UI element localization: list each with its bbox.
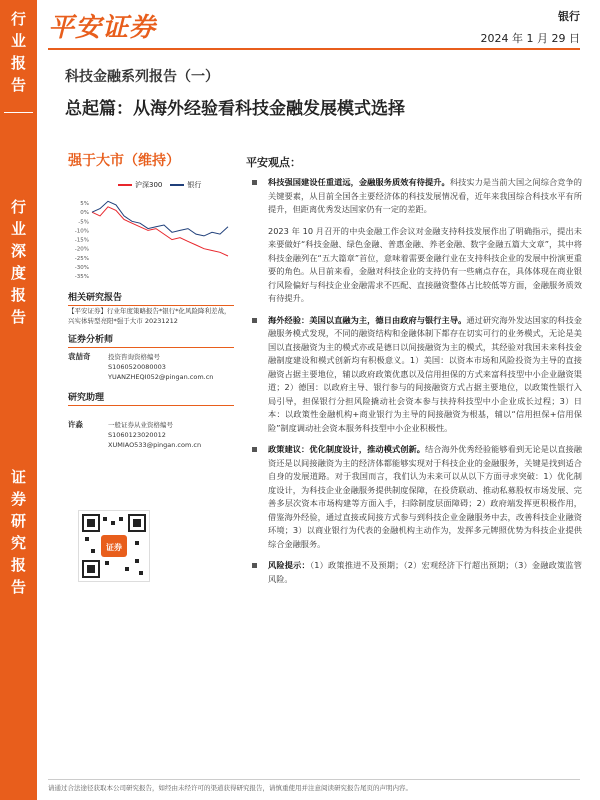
analyst-name: 袁喆奇 <box>68 352 91 361</box>
bullet-risk-warning <box>246 559 582 586</box>
report-date: 2024 年 1 月 29 日 <box>480 32 580 45</box>
sidebar-char: 度 <box>10 264 26 282</box>
assistant-info <box>68 420 234 450</box>
sidebar-char: 深 <box>10 242 26 260</box>
bullet-paragraph: 2023 年 10 月召开的中央金融工作会议对金融支持科技发展作出了明确指示，提出未来要做好“科技金融、绿色金融、普惠金融、养老金融、数字金融五篇大文章”，其中将科技金融列在“五大篇章”首位，意味着需要金融行业在支持科技企业的发展中扮演更重要的角色。从目前来看，金融对科技企业的支持仍有一些痛点存在，具体体现在商业银行风险偏好与科技企业金融需求不匹配、直接融资整体占比较低等方面，金融服务质效有待提升。 <box>268 225 582 303</box>
viewpoint-section <box>246 154 582 594</box>
industry-label: 银行 <box>558 10 580 23</box>
assistant-section-title: 研究助理 <box>68 390 234 406</box>
footer-divider <box>48 779 580 780</box>
y-tick-label: -10% <box>74 228 89 235</box>
report-series: 科技金融系列报告（一） <box>65 69 219 85</box>
analyst-id: S1060520080003 <box>108 363 166 371</box>
series-line-1 <box>92 201 228 236</box>
y-tick-label: -5% <box>78 219 89 226</box>
sidebar-char: 行 <box>10 198 26 216</box>
sidebar-char: 业 <box>10 220 26 238</box>
y-tick-label: -35% <box>74 274 89 280</box>
svg-text:证券: 证券 <box>106 543 122 552</box>
bullet-square-icon <box>252 447 257 452</box>
y-tick-label: 5% <box>80 201 89 208</box>
qr-code-icon[interactable] <box>78 510 150 582</box>
pingan-logo: 平安证券 <box>48 13 157 43</box>
assistant-email[interactable]: XUMIAO533@pingan.com.cn <box>108 441 202 449</box>
sidebar-char: 究 <box>10 534 26 552</box>
bullet-heading: 海外经验：美国以直融为主，德日由政府与银行主导。 <box>268 314 467 325</box>
header-divider <box>48 48 580 50</box>
bullet-tech-finance <box>246 176 582 217</box>
sidebar-label-securities-research-report <box>0 466 37 598</box>
bullet-square-icon <box>252 563 257 568</box>
sidebar-char: 告 <box>10 578 26 596</box>
sidebar-char: 券 <box>10 490 26 508</box>
related-report-link[interactable]: 【平安证券】行业年度策略报告*银行*化风险降利差战，兴实体转型亮阳*强于大市 20231212 <box>68 307 231 325</box>
sidebar-char: 报 <box>10 556 26 574</box>
chart-svg <box>68 176 234 280</box>
sidebar-label-industry-depth-report <box>0 196 37 328</box>
bullet-text: （1）政策推进不及预期；（2）宏观经济下行超出预期；（3）金融政策监管风险。 <box>268 560 582 584</box>
analyst-info <box>68 352 234 382</box>
legend-item-bank: 银行 <box>170 180 201 190</box>
sidebar-label-industry-report <box>0 8 37 96</box>
sidebar-char: 业 <box>10 32 26 50</box>
sidebar <box>0 0 37 800</box>
sidebar-char: 行 <box>10 10 26 28</box>
report-title: 总起篇：从海外经验看科技金融发展模式选择 <box>65 99 405 119</box>
sidebar-char: 告 <box>10 76 26 94</box>
sidebar-char: 告 <box>10 308 26 326</box>
sidebar-char: 研 <box>10 512 26 530</box>
chart-legend <box>118 180 201 190</box>
sidebar-divider <box>4 112 33 113</box>
assistant-name: 许淼 <box>68 420 83 429</box>
analyst-email[interactable]: YUANZHEQI052@pingan.com.cn <box>108 373 214 381</box>
performance-chart <box>68 176 234 280</box>
y-tick-label: -20% <box>74 246 89 253</box>
bullet-text: 通过研究海外发达国家的科技金融服务模式发现，不同的融资结构和金融体制下都存在切实可行的业务模式，无论是美国以直接融资为主的模式亦或是德日以间接融资为主的模式，其经验对我国未来科技金融制度建设和模式创新均有积极意义。1）美国：以资本市场和风险投资为主导的直接融资占据主要地位，辅以政府政策优惠以及信用担保的方式来富科技型中小企业融资渠道；2）德国：以政府主导、银行参与的间接融资方式占据主要地位，以政策性银行入局引导，担保银行分担风险撬动社会资本参与扶持科技型中小企业成长过程；3）日本：以政策性金融机构+商业银行为主导的间接融资为根基，辅以“信用担保+信用保险”制度调动社会资本服务科技型中小企业积极性。 <box>268 314 582 433</box>
bullet-text: 科技实力是当前大国之间综合竞争的关键要素，从目前全国各主要经济体的科技发展情况看，近年来我国综合科技水平有所提升，但距离优秀发达国家仍有一定的差距。 <box>268 177 582 214</box>
related-reports-title: 相关研究报告 <box>68 290 234 306</box>
assistant-id: S1060123020012 <box>108 431 166 439</box>
analyst-role: 投资咨询资格编号 <box>108 353 160 361</box>
bullet-heading: 风险提示： <box>268 560 310 570</box>
sidebar-char: 报 <box>10 286 26 304</box>
y-tick-label: 0% <box>80 210 89 217</box>
legend-item-hs300: 沪深300 <box>118 180 162 190</box>
series-line-0 <box>92 207 228 256</box>
y-tick-label: -25% <box>74 255 89 262</box>
bullet-heading: 政策建议：优化制度设计，推动模式创新。 <box>268 444 426 454</box>
bullet-square-icon <box>252 180 257 185</box>
bullet-square-icon <box>252 318 257 323</box>
analyst-section-title: 证券分析师 <box>68 332 234 348</box>
footer-disclaimer: 请通过合法途径获取本公司研究报告，如经由未经许可的渠道获得研究报告，请慎重使用并注意阅读研究报告尾页的声明内容。 <box>48 784 412 792</box>
bullet-policy-suggestion <box>246 443 582 551</box>
bullet-heading: 科技强国建设任重道远，金融服务质效有待提升。 <box>268 177 450 187</box>
sidebar-char: 证 <box>10 468 26 486</box>
sidebar-char: 报 <box>10 54 26 72</box>
viewpoint-title: 平安观点： <box>246 156 301 169</box>
y-tick-label: -30% <box>74 264 89 271</box>
bullet-text: 结合海外优秀经验能够看到无论是以直接融资还是以间接融资为主的经济体都能够实现对于科技企业的金融服务，关键是找到适合自身的发展道路。对于我国而言，我们认为未来可以从以下方面寻求突破：1）优化制度设计，为科技企业金融服务提供制度保障，在投贷联动、推动私募股权市场发展、完善多层次资本市场构建等方面入手，扫除制度层面障碍；2）政府端发挥更积极作用，借鉴海外经验，通过直接或间接方式参与到科技企业金融服务中去，改善科技企业融资环境；3）以商业银行为代表的金融机构主动作为，发挥多元牌照优势为科技企业提供综合金融服务。 <box>268 444 582 549</box>
assistant-role: 一般证券从业资格编号 <box>108 421 173 429</box>
y-tick-label: -15% <box>74 237 89 244</box>
bullet-overseas-experience <box>246 314 582 436</box>
rating-label: 强于大市（维持） <box>68 153 180 169</box>
